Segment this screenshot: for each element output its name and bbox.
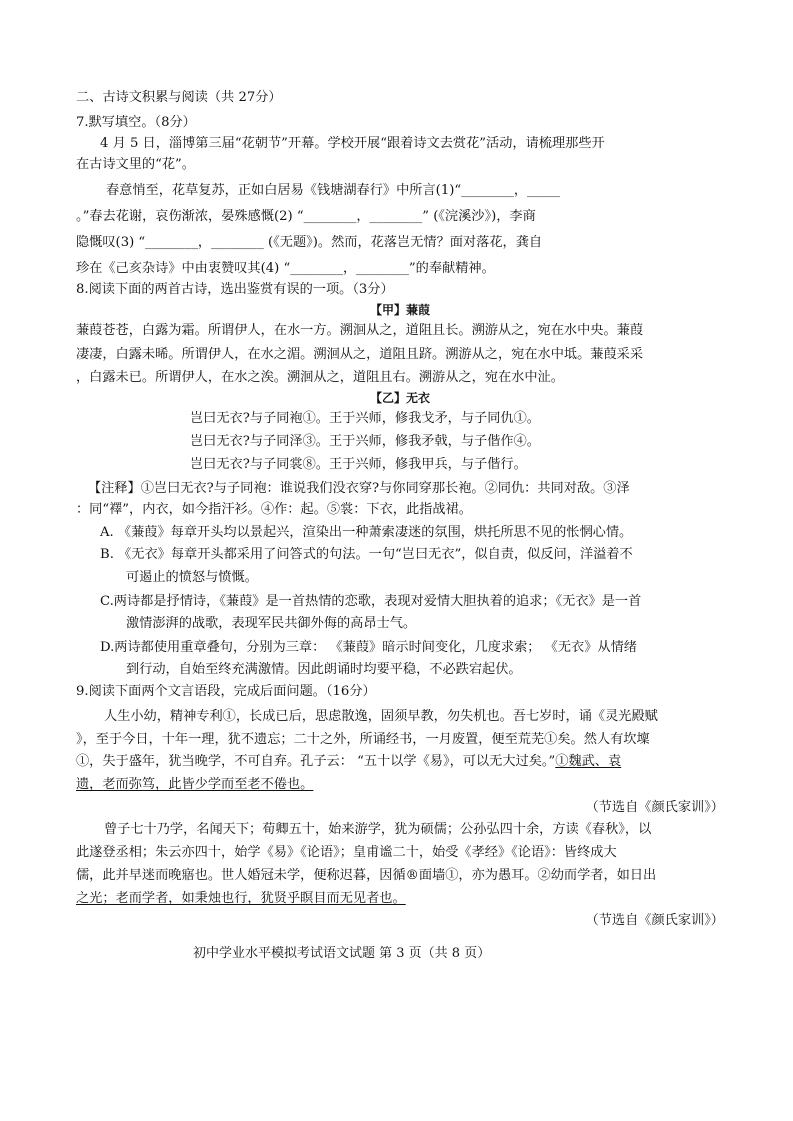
section-title: 二、古诗文积累与阅读（共 27分） xyxy=(76,90,282,105)
option-a: A. 《蒹葭》每章开头均以景起兴，渲染出一种萧索凄迷的氛围，烘托所思不见的怅惘心情。 xyxy=(100,525,633,540)
poem-a-title: 【甲】蒹葭 xyxy=(369,303,430,317)
q7-body-line-4: 珍在《己亥杂诗》中由衷赞叹其(4) “________，________”的奉献精神。 xyxy=(76,261,495,276)
q9-title: 9.阅读下面两个文言语段，完成后面问题。（16分） xyxy=(76,684,376,699)
poem-b-title: 【乙】无衣 xyxy=(369,391,430,405)
poem-a-line: 凄凄，白露未晞。所谓伊人，在水之湄。溯洄从之，道阻且跻。溯游从之，宛在水中坻。蒹葭采采 xyxy=(76,347,644,362)
option-b-line-1: B. 《无衣》每章开头都采用了问答式的句法。一句“岂曰无衣”，似自责，似反问，洋溢着不 xyxy=(100,547,633,562)
passage-1-underlined-sentence-start: ①魏武、袁 xyxy=(555,754,622,769)
q7-body-line-1: 春意悄至，花草复苏，正如白居易《钱塘湖春行》中所言(1)“________，_____ xyxy=(106,183,561,198)
passage-1-line-4 xyxy=(76,775,724,795)
poem-a-line: 蒹葭苍苍，白露为霜。所谓伊人，在水一方。溯洄从之，道阻且长。溯游从之，宛在水中央。蒹葭 xyxy=(76,323,644,338)
passage-1-source: （节选自《颜氏家训》） xyxy=(585,800,724,815)
passage-1-line-3-text: ①，失于盛年，犹当晚学，不可自弃。孔子云： “五十以学《易》，可以无大过矣。” xyxy=(76,754,556,769)
q7-body-line-2: 。”春去花谢，哀伤渐浓，晏殊感慨(2) “________，________” (《浣溪沙》)，李商 xyxy=(76,209,536,224)
q8-title: 8.阅读下面的两首古诗，选出鉴赏有误的一项。（3分） xyxy=(76,282,394,297)
option-c-line-2: 激情澎湃的战歌，表现军民共御外侮的高昂士气。 xyxy=(126,616,417,631)
poem-b-line: 岂曰无衣?与子同裳⑧。王于兴师，修我甲兵，与子偕行。 xyxy=(190,457,527,472)
notes-line-1: 【注释】①岂曰无衣?与子同袍：谁说我们没衣穿?与你同穿那长袍。②同仇：共同对敌。③泽 xyxy=(88,481,630,496)
q7-intro-line-2: 在古诗文里的“花”。 xyxy=(76,157,195,172)
q7-title: 7.默写填空。（8分） xyxy=(76,115,196,130)
option-d-line-2: 到行动，自始至终充满激情。因此朗诵时均要平稳，不必跌宕起伏。 xyxy=(126,662,522,677)
passage-2-line-1: 曾子七十乃学，名闻天下；荀卿五十，始来游学，犹为硕儒；公孙弘四十余，方读《春秋》，以 xyxy=(104,822,652,837)
passage-1-line-3 xyxy=(76,752,724,772)
passage-1-underlined-sentence-end: 遗，老而弥笃，此皆少学而至老不倦也。 xyxy=(76,777,314,792)
q7-body-line-3: 隐慨叹(3) “________，________ (《无题》)。然而，花落岂无情？面对落花，龚自 xyxy=(76,235,543,250)
passage-2-line-4 xyxy=(76,889,724,909)
poem-a-line: ，白露未已。所谓伊人，在水之涘。溯洄从之，道阻且右。溯游从之，宛在水中沚。 xyxy=(76,370,564,385)
poem-b-line: 岂曰无衣?与子同袍①。王于兴师，修我戈矛，与子同仇①。 xyxy=(190,411,540,426)
passage-2-underlined-sentence: 之光；老而学者，如秉烛也行，犹贤乎瞑目而无见者也。 xyxy=(76,891,406,906)
passage-2-source: （节选自《颜氏家训》） xyxy=(585,913,724,928)
poem-b-line: 岂曰无衣?与子同泽③。王于兴师，修我矛戟，与子偕作④。 xyxy=(190,434,540,449)
passage-1-line-1: 人生小幼，精神专利①，长成已后，思虑散逸，固须早教，勿失机也。吾七岁时，诵《灵光殿赋 xyxy=(104,709,658,724)
passage-2-line-2: 此遂登丞相；朱云亦四十，始学《易》《论语》；皇甫谧二十，始受《孝经》《论语》：皆终成大 xyxy=(76,845,617,860)
passage-1-line-2: 》，至于今日，十年一理，犹不遗忘；二十之外，所诵经书，一月废置，便至荒芜①矣。然人有坎壈 xyxy=(76,732,650,747)
passage-2-line-3: 儒，此并早迷而晚寤也。世人婚冠未学，便称迟暮，因循®面墙①，亦为愚耳。②幼而学者，如日出 xyxy=(76,868,657,883)
q7-intro-line-1: 4 月 5 日，淄博第三届“花朝节”开幕。学校开展“跟着诗文去赏花”活动，请梳理那些开 xyxy=(100,136,605,151)
page-footer: 初中学业水平模拟考试语文试题 第 3 页（共 8 页） xyxy=(193,946,491,961)
option-c-line-1: C.两诗都是抒情诗，《蒹葭》是一首热情的恋歌，表现对爱情大胆执着的追求；《无衣》是一首 xyxy=(100,594,642,609)
option-b-line-2: 可遏止的愤怒与愤慨。 xyxy=(126,570,258,585)
notes-line-2: ：同“襗”，内衣，如今指汗衫。④作：起。⑤裳：下衣，此指战裙。 xyxy=(76,502,472,517)
option-d-line-1: D.两诗都使用重章叠句，分别为三章： 《蒹葭》暗示时间变化，几度求索； 《无衣》从情绪 xyxy=(100,640,637,655)
